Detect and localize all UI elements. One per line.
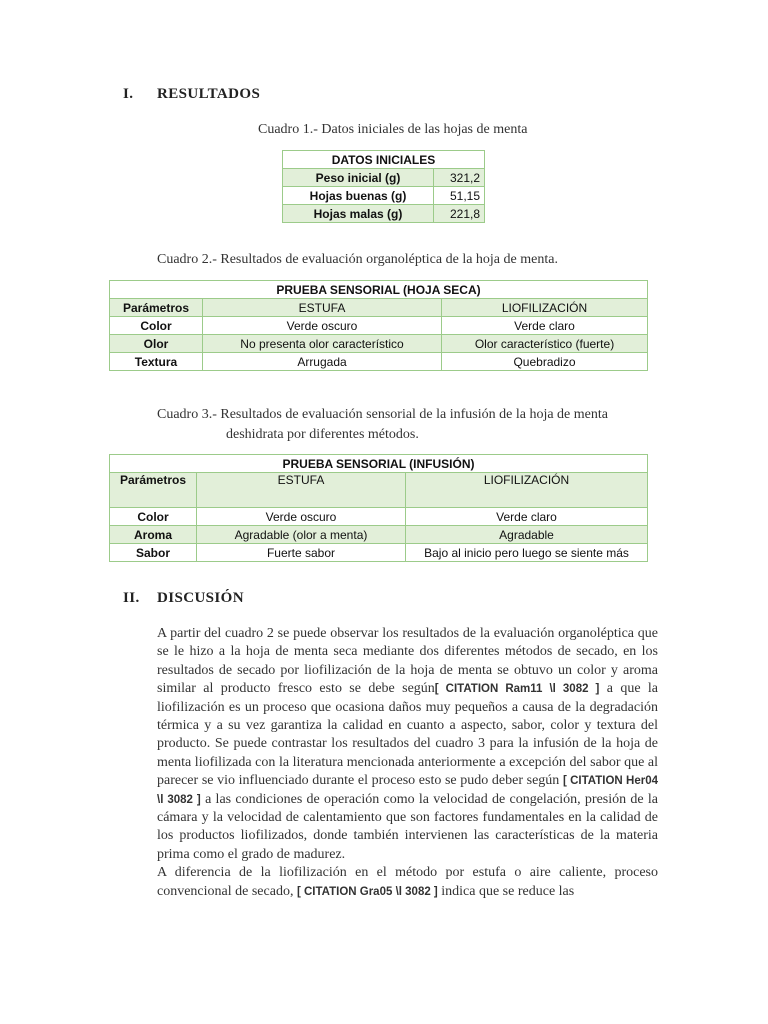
column-header: LIOFILIZACIÓN: [442, 299, 648, 317]
section-heading-resultados: [123, 86, 260, 103]
table-cell: No presenta olor característico: [203, 335, 442, 353]
row-label: Color: [110, 317, 203, 335]
table-hoja-seca: [109, 280, 648, 371]
table3-caption-line1: Cuadro 3.- Resultados de evaluación sensorial de la infusión de la hoja de menta: [157, 407, 608, 422]
discussion-body: [157, 625, 658, 901]
row-label: Hojas buenas (g): [283, 187, 434, 205]
paragraph: [157, 625, 658, 864]
paragraph-text: a que la liofilización es un proceso que ocasiona daños muy pequeños a causa de la degradación térmica y a su vez garantiza la calidad en cuanto a aspecto, sabor, color y textura del producto. Se puede contrastar los resultados del cuadro 3 para la infusión de la hoja de menta liofilizada con la literatura mencionada anteriormente a excepción del sabor que al parecer se vio influenciado durante el proceso esto se pudo deber según: [157, 681, 659, 789]
paragraph: [157, 864, 658, 901]
table-cell: Bajo al inicio pero luego se siente más: [406, 544, 648, 562]
section-number: II.: [123, 590, 140, 606]
citation: [ CITATION Gra05 \l 3082 ]: [296, 885, 438, 898]
paragraph-text: A diferencia de la liofilización en el método por estufa o aire caliente, proceso convencional de secado,: [157, 865, 658, 899]
column-header: ESTUFA: [203, 299, 442, 317]
citation: [ CITATION Her04 \l 3082 ]: [157, 775, 659, 806]
table-cell: Verde oscuro: [197, 508, 406, 526]
section-heading-discusion: [123, 590, 244, 607]
table-title: PRUEBA SENSORIAL (INFUSIÓN): [110, 455, 648, 473]
table-datos-iniciales: [282, 150, 485, 223]
table-cell: Agradable: [406, 526, 648, 544]
row-value: 321,2: [434, 169, 485, 187]
table-cell: Fuerte sabor: [197, 544, 406, 562]
row-value: 51,15: [434, 187, 485, 205]
row-label: Olor: [110, 335, 203, 353]
row-label: Color: [110, 508, 197, 526]
row-label: Aroma: [110, 526, 197, 544]
section-title: RESULTADOS: [157, 86, 261, 102]
table1-caption: Cuadro 1.- Datos iniciales de las hojas de menta: [258, 122, 528, 137]
table-cell: Verde oscuro: [203, 317, 442, 335]
table-cell: Arrugada: [203, 353, 442, 371]
table-cell: Quebradizo: [442, 353, 648, 371]
column-header: LIOFILIZACIÓN: [406, 473, 648, 508]
column-header: ESTUFA: [197, 473, 406, 508]
paragraph-text: A partir del cuadro 2 se puede observar los resultados de la evaluación organoléptica que se le hizo a la hoja de menta seca mediante dos diferentes métodos de secado, en los resultados de secado por liofilización de la hoja de menta se obtuvo un color y aroma similar al producto fresco esto se debe según: [157, 626, 658, 697]
section-title: DISCUSIÓN: [157, 590, 244, 606]
paragraph-text: a las condiciones de operación como la velocidad de congelación, presión de la cámara y la velocidad de calentamiento que son factores fundamentales en la calidad de los productos liofilizados, donde también intervienen las características de la materia prima como el grado de madurez.: [157, 791, 658, 862]
citation: [ CITATION Ram11 \l 3082 ]: [434, 683, 600, 696]
row-label: Peso inicial (g): [283, 169, 434, 187]
table2-caption: Cuadro 2.- Resultados de evaluación organoléptica de la hoja de menta.: [157, 252, 558, 267]
row-value: 221,8: [434, 205, 485, 223]
table-cell: Agradable (olor a menta): [197, 526, 406, 544]
table3-caption-line2: deshidrata por diferentes métodos.: [226, 427, 419, 442]
paragraph-text: indica que se reduce las: [441, 883, 575, 899]
table-cell: Verde claro: [442, 317, 648, 335]
row-label: Textura: [110, 353, 203, 371]
table-header: DATOS INICIALES: [283, 151, 485, 169]
column-header: Parámetros: [110, 473, 197, 508]
column-header: Parámetros: [110, 299, 203, 317]
table-infusion: [109, 454, 648, 562]
table-cell: Verde claro: [406, 508, 648, 526]
row-label: Hojas malas (g): [283, 205, 434, 223]
table-cell: Olor característico (fuerte): [442, 335, 648, 353]
table-title: PRUEBA SENSORIAL (HOJA SECA): [110, 281, 648, 299]
row-label: Sabor: [110, 544, 197, 562]
section-number: I.: [123, 86, 134, 102]
